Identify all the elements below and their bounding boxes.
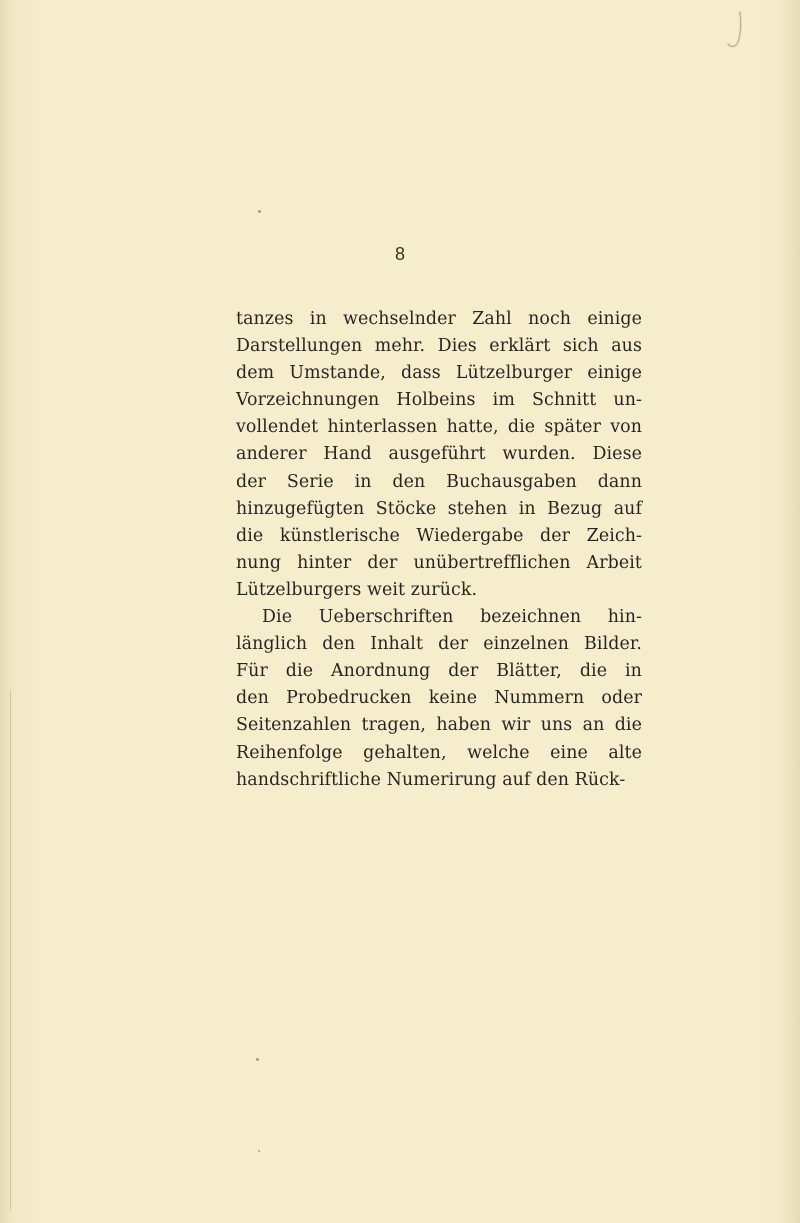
text-line: der Serie in den Buchausgaben dann: [236, 471, 642, 492]
paper-speck: [258, 210, 261, 213]
text-line: länglich den Inhalt der einzelnen Bilder.: [236, 634, 642, 655]
text-line: anderer Hand ausgeführt wurden. Diese: [236, 444, 642, 465]
text-line: nung hinter der unübertrefflichen Arbeit: [236, 552, 642, 573]
text-line: Seitenzahlen tragen, haben wir uns an die: [236, 715, 642, 736]
body-text: [236, 306, 642, 794]
pencil-mark-icon: [726, 8, 748, 52]
text-line: hinzugefügten Stöcke stehen in Bezug auf: [236, 498, 642, 519]
text-line: handschriftliche Numerirung auf den Rück-: [236, 769, 626, 790]
text-line: tanzes in wechselnder Zahl noch einige: [236, 309, 642, 329]
text-line: Darstellungen mehr. Dies erklärt sich aus: [236, 336, 642, 357]
text-line: Reihenfolge gehalten, welche eine alte: [236, 742, 642, 763]
text-line: vollendet hinterlassen hatte, die später von: [236, 417, 642, 438]
text-line: Für die Anordnung der Blätter, die in: [236, 661, 642, 682]
text-line: die künstlerische Wiedergabe der Zeich-: [236, 525, 642, 546]
paragraph-2: [236, 604, 642, 794]
text-line: dem Umstande, dass Lützelburger einige: [236, 363, 642, 384]
page-number: 8: [394, 244, 405, 264]
text-line: den Probedrucken keine Nummern oder: [236, 688, 642, 709]
paragraph-1: [236, 306, 642, 604]
text-line: Lützelburgers weit zurück.: [236, 579, 478, 600]
text-line: Vorzeichnungen Holbeins im Schnitt un-: [236, 390, 642, 411]
page-edge-shadow: [10, 690, 11, 1210]
text-line: Die Ueberschriften bezeichnen hin-: [262, 607, 642, 628]
paper-speck: [256, 1058, 259, 1061]
paper-speck: [258, 1150, 260, 1152]
